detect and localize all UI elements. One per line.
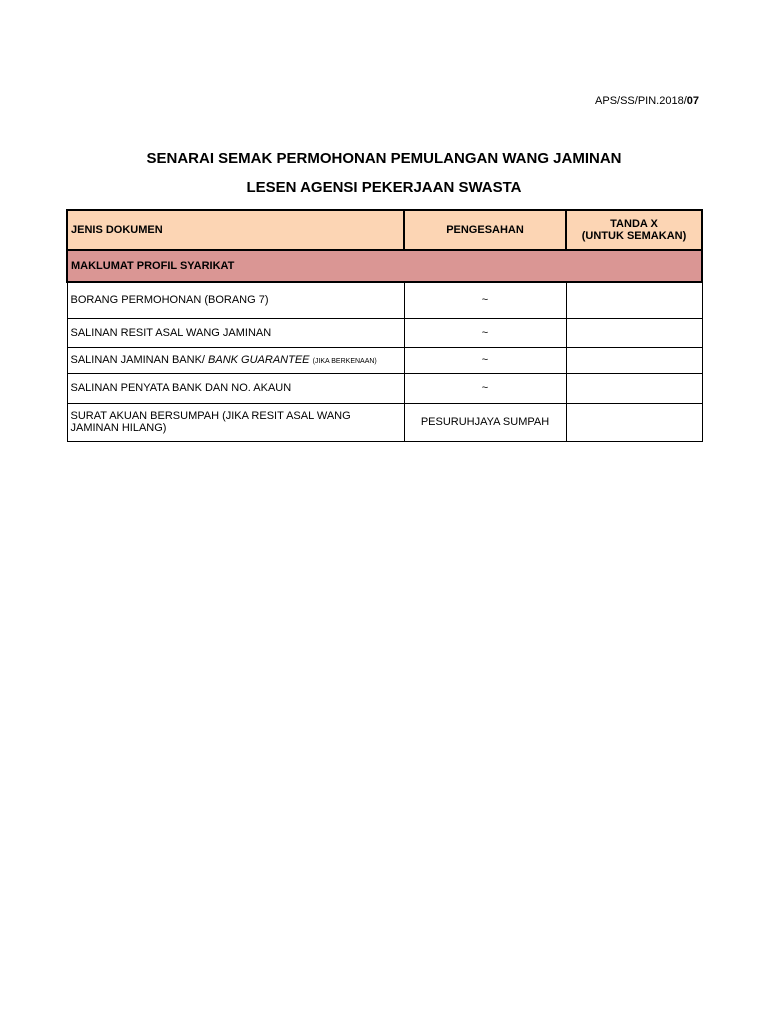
document-name-text: SALINAN JAMINAN BANK/ <box>70 354 209 366</box>
table-header-row <box>67 210 702 250</box>
header-tanda-x-line2: (UNTUK SEMAKAN) <box>581 230 687 242</box>
verification: ~ <box>404 282 566 318</box>
check-box-cell[interactable] <box>566 403 702 441</box>
document-name: SURAT AKUAN BERSUMPAH (JIKA RESIT ASAL WANG JAMINAN HILANG) <box>67 403 404 441</box>
verification: ~ <box>404 373 566 403</box>
header-jenis-dokumen: JENIS DOKUMEN <box>67 210 404 250</box>
document-name: SALINAN RESIT ASAL WANG JAMINAN <box>67 318 404 347</box>
document-name: SALINAN PENYATA BANK DAN NO. AKAUN <box>67 373 404 403</box>
table-row <box>67 373 702 403</box>
check-box-cell[interactable] <box>566 282 702 318</box>
table-row <box>67 347 702 373</box>
section-title: MAKLUMAT PROFIL SYARIKAT <box>67 250 702 282</box>
document-subtitle: LESEN AGENSI PEKERJAAN SWASTA <box>246 179 522 196</box>
document-name-note: (JIKA BERKENAAN) <box>312 358 377 365</box>
verification: ~ <box>404 347 566 373</box>
reference-number <box>595 95 699 107</box>
check-box-cell[interactable] <box>566 318 702 347</box>
header-tanda-x-line1: TANDA X <box>610 218 658 230</box>
verification: PESURUHJAYA SUMPAH <box>404 403 566 441</box>
table-row <box>67 403 702 441</box>
verification: ~ <box>404 318 566 347</box>
document-name-italic: BANK GUARANTEE <box>208 354 310 366</box>
reference-prefix: APS/SS/PIN.2018/ <box>595 95 687 107</box>
document-name: BORANG PERMOHONAN (BORANG 7) <box>67 282 404 318</box>
header-tanda-x <box>566 210 702 250</box>
check-box-cell[interactable] <box>566 373 702 403</box>
checklist-table <box>66 209 703 442</box>
section-row <box>67 250 702 282</box>
reference-suffix: 07 <box>686 95 699 107</box>
document-name <box>67 347 404 373</box>
check-box-cell[interactable] <box>566 347 702 373</box>
document-title: SENARAI SEMAK PERMOHONAN PEMULANGAN WANG JAMINAN <box>146 150 622 167</box>
table-row <box>67 318 702 347</box>
table-row <box>67 282 702 318</box>
header-pengesahan: PENGESAHAN <box>404 210 566 250</box>
